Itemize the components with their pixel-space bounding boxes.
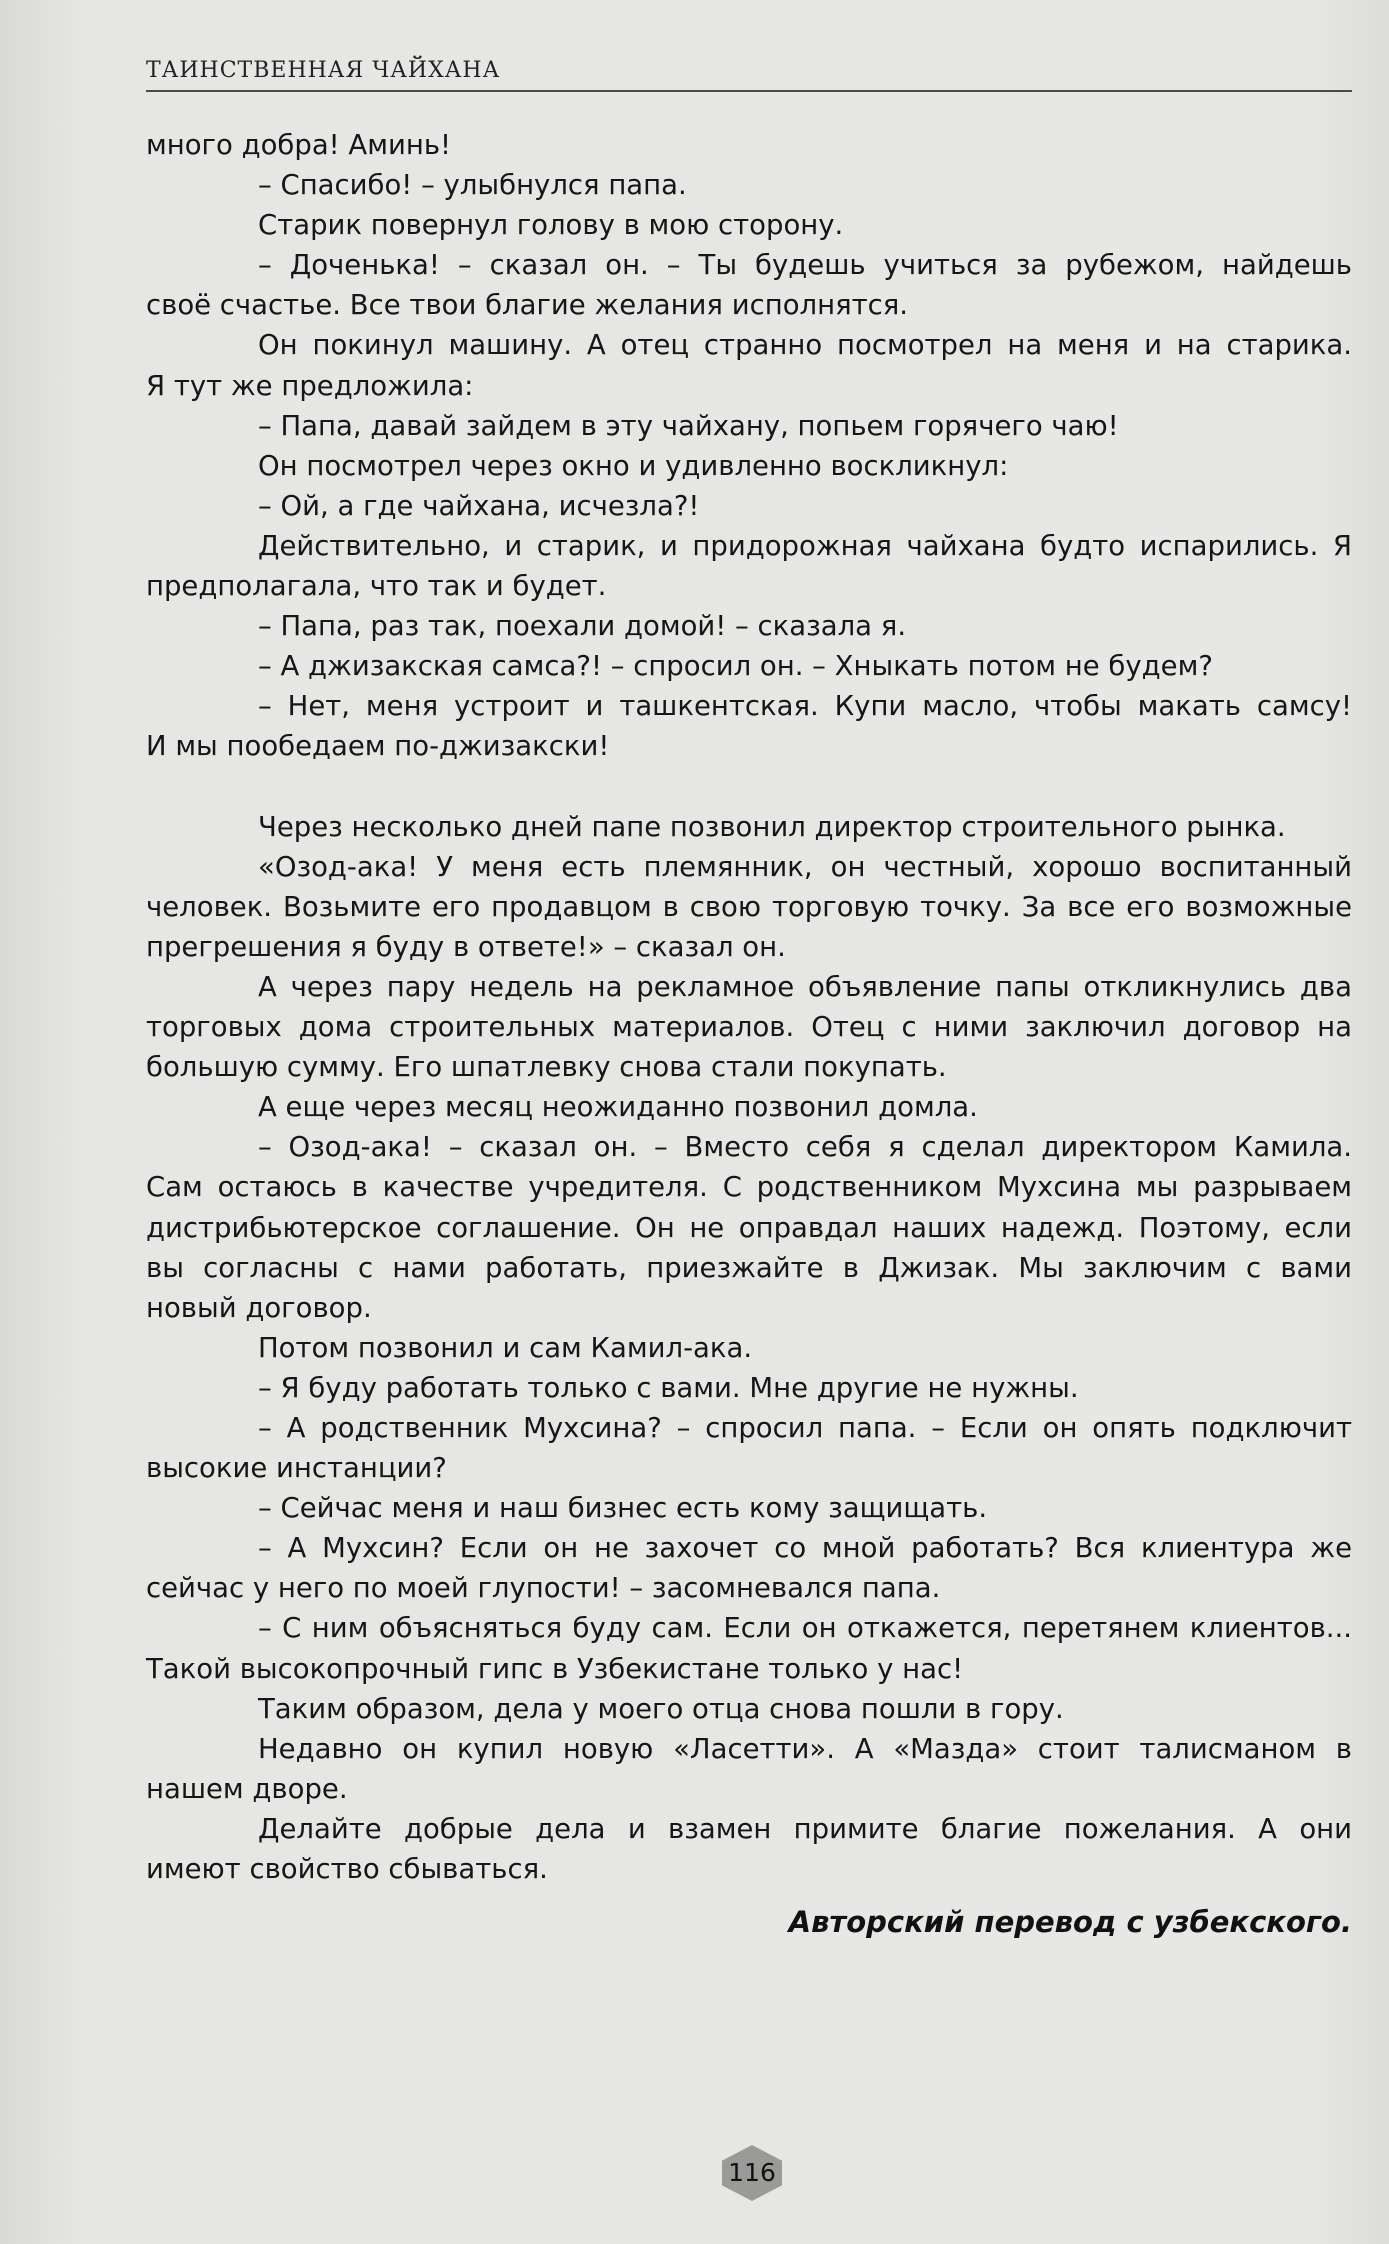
text-line: А через пару недель на рекламное объявление папы откликнулись два — [258, 970, 1352, 1003]
text-line: – А родственник Мухсина? – спросил папа. – Если он опять подключит — [258, 1412, 1352, 1444]
text-line: – Папа, раз так, поехали домой! – сказала я. — [258, 610, 907, 643]
text-line: – Я буду работать только с вами. Мне другие не нужны. — [258, 1371, 1079, 1404]
text-line: Потом позвонил и сам Камил-ака. — [258, 1331, 753, 1364]
text-line: торговых дома строительных материалов. Отец с ними заключил договор на — [146, 1011, 1352, 1044]
text-line: И мы пообедаем по-джизакски! — [146, 730, 610, 763]
text-line: – А джизакская самса?! – спросил он. – Хныкать потом не будем? — [258, 650, 1213, 683]
text-line: Через несколько дней папе позвонил директор строительного рынка. — [258, 810, 1286, 843]
text-line: – Доченька! – сказал он. – Ты будешь учиться за рубежом, найдешь — [258, 249, 1352, 282]
text-line: много добра! Аминь! — [146, 129, 452, 161]
text-line: – Сейчас меня и наш бизнес есть кому защищать. — [258, 1492, 988, 1525]
section-break — [146, 767, 1352, 807]
text-line: Он покинул машину. А отец странно посмотрел на меня и на старика. — [258, 329, 1352, 362]
text-line: Я тут же предложила: — [146, 369, 474, 402]
text-line: вы согласны с нами работать, приезжайте в Джизак. Мы заключим с вами — [146, 1251, 1352, 1284]
text-line: А еще через месяц неожиданно позвонил домла. — [258, 1091, 978, 1124]
text-line: Недавно он купил новую «Ласетти». А «Мазда» стоит талисманом в — [258, 1732, 1352, 1765]
page-number-badge — [712, 2145, 792, 2201]
text-line: Действительно, и старик, и придорожная чайхана будто испарились. Я — [258, 529, 1352, 562]
text-line: имеют свойство сбываться. — [146, 1853, 548, 1886]
header-rule — [146, 90, 1352, 92]
body-text — [146, 125, 1352, 1889]
text-line: большую сумму. Его шпатлевку снова стали покупать. — [146, 1051, 947, 1084]
text-line: своё счастье. Все твои благие желания исполнятся. — [146, 289, 909, 322]
text-line: – А Мухсин? Если он не захочет со мной работать? Вся клиентура же — [258, 1532, 1352, 1565]
translation-credit: Авторский перевод с узбекского. — [788, 1905, 1352, 1939]
text-line: – С ним объясняться буду сам. Если он откажется, перетянем клиентов... — [258, 1612, 1352, 1645]
text-line: высокие инстанции? — [146, 1452, 447, 1485]
text-line: дистрибьютерское соглашение. Он не оправдал наших надежд. Поэтому, если — [146, 1211, 1352, 1244]
text-line: – Нет, меня устроит и ташкентская. Купи масло, чтобы макать самсу! — [258, 690, 1352, 723]
text-line: человек. Возьмите его продавцом в свою торговую точку. За все его возможные — [146, 890, 1352, 923]
text-line: Сам остаюсь в качестве учредителя. С родственником Мухсина мы разрываем — [146, 1171, 1352, 1204]
text-line: Таким образом, дела у моего отца снова пошли в гору. — [258, 1692, 1064, 1725]
text-line: – Спасибо! – улыбнулся папа. — [258, 169, 687, 202]
text-line: нашем дворе. — [146, 1772, 348, 1805]
running-header-title: ТАИНСТВЕННАЯ ЧАЙХАНА — [146, 58, 501, 83]
text-line: Делайте добрые дела и взамен примите благие пожелания. А они — [258, 1812, 1352, 1845]
text-line: новый договор. — [146, 1291, 372, 1324]
text-line: предполагала, что так и будет. — [146, 570, 607, 603]
text-line: Он посмотрел через окно и удивленно воскликнул: — [258, 449, 1009, 482]
text-line: – Ой, а где чайхана, исчезла?! — [258, 489, 700, 522]
text-line: – Папа, давай зайдем в эту чайхану, попьем горячего чаю! — [258, 409, 1119, 442]
text-line: прегрешения я буду в ответе!» – сказал он. — [146, 930, 786, 963]
page-number: 116 — [728, 2158, 776, 2187]
text-line: сейчас у него по моей глупости! – засомневался папа. — [146, 1572, 941, 1605]
text-line: Такой высокопрочный гипс в Узбекистане только у нас! — [146, 1652, 964, 1685]
text-line: «Озод-ака! У меня есть племянник, он честный, хорошо воспитанный — [258, 850, 1352, 883]
text-line: Старик повернул голову в мою сторону. — [258, 209, 844, 242]
text-line: – Озод-ака! – сказал он. – Вместо себя я сделал директором Камила. — [258, 1131, 1352, 1164]
